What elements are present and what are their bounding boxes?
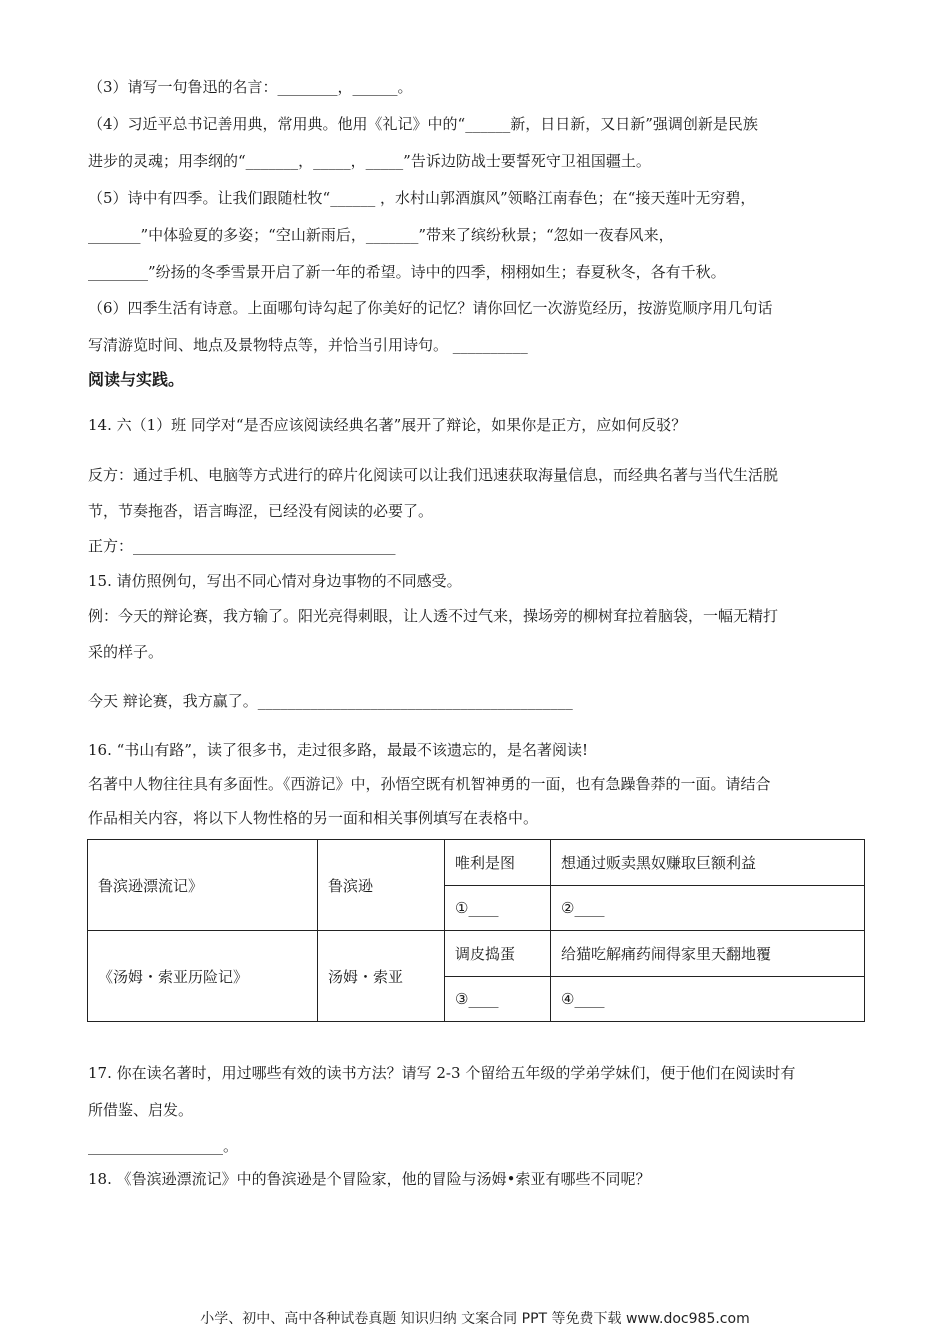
question-14-opponent-line-2: 节，节奏拖沓，语言晦涩，已经没有阅读的必要了。 xyxy=(88,502,434,520)
question-18-prompt: 18. 《鲁滨逊漂流记》中的鲁滨逊是个冒险家，他的冒险与汤姆•索亚有哪些不同呢？ xyxy=(88,1170,651,1188)
table-cell-blank-example: ④____ xyxy=(551,976,865,1022)
question-13-part-6-line-2: 写清游览时间、地点及景物特点等，并恰当引用诗句。 __________ xyxy=(88,336,528,354)
page-footer: 小学、初中、高中各种试卷真题 知识归纳 文案合同 PPT 等免费下载 www.doc985.com xyxy=(200,1311,750,1327)
table-cell-trait: 调皮捣蛋 xyxy=(445,931,551,977)
question-14-opponent-line-1: 反方：通过手机、电脑等方式进行的碎片化阅读可以让我们迅速获取海量信息，而经典名著与当代生活脱 xyxy=(88,466,779,484)
question-13-part-5-line-2: _______”中体验夏的多姿；“空山新雨后，_______”带来了缤纷秋景；“忽如一夜春风来， xyxy=(88,226,674,244)
question-13-part-5-line-3: ________”纷扬的冬季雪景开启了新一年的希望。诗中的四季，栩栩如生；春夏秋冬，各有千秋。 xyxy=(88,263,726,281)
table-cell-blank-trait: ③____ xyxy=(445,976,551,1022)
section-heading: 阅读与实践。 xyxy=(88,370,185,389)
table-row xyxy=(88,931,865,977)
question-15-example-line-2: 采的样子。 xyxy=(88,643,164,661)
table-cell-example: 想通过贩卖黑奴赚取巨额利益 xyxy=(551,840,865,886)
question-17-line-1: 17. 你在读名著时，用过哪些有效的读书方法？请写 2-3 个留给五年级的学弟学妹们，便于他们在阅读时有 xyxy=(88,1064,796,1082)
question-15-prompt: 15. 请仿照例句，写出不同心情对身边事物的不同感受。 xyxy=(88,572,462,590)
question-13-part-3: （3）请写一句鲁迅的名言：________，______。 xyxy=(88,78,413,96)
question-17-answer-line: __________________。 xyxy=(88,1137,239,1155)
table-cell-character: 汤姆・索亚 xyxy=(318,931,445,1022)
table-cell-blank-trait: ①____ xyxy=(445,885,551,931)
question-16-line-2: 名著中人物往往具有多面性。《西游记》中，孙悟空既有机智神勇的一面，也有急躁鲁莽的一面。请结合 xyxy=(88,775,771,793)
question-16-line-1: 16. “书山有路”，读了很多书，走过很多路，最最不该遗忘的，是名著阅读! xyxy=(88,741,588,759)
table-cell-book: 鲁滨逊漂流记》 xyxy=(88,840,318,931)
table-cell-example: 给猫吃解痛药闹得家里天翻地覆 xyxy=(551,931,865,977)
table-cell-blank-example: ②____ xyxy=(551,885,865,931)
table-cell-character: 鲁滨逊 xyxy=(318,840,445,931)
character-table xyxy=(87,839,865,1022)
question-15-answer-line: 今天 辩论赛，我方赢了。__________________________________________ xyxy=(88,692,573,710)
question-14-answer-line: 正方：___________________________________ xyxy=(88,537,396,555)
question-17-line-2: 所借鉴、启发。 xyxy=(88,1101,194,1119)
question-14-prompt: 14. 六（1）班 同学对“是否应该阅读经典名著”展开了辩论，如果你是正方，应如何反驳？ xyxy=(88,416,687,434)
table-cell-book: 《汤姆・索亚历险记》 xyxy=(88,931,318,1022)
question-15-example-line-1: 例：今天的辩论赛，我方输了。阳光亮得刺眼，让人透不过气来，操场旁的柳树耷拉着脑袋，一幅无精打 xyxy=(88,607,779,625)
table-cell-trait: 唯利是图 xyxy=(445,840,551,886)
question-16-line-3: 作品相关内容，将以下人物性格的另一面和相关事例填写在表格中。 xyxy=(88,809,539,827)
question-13-part-5-line-1: （5）诗中有四季。让我们跟随杜牧“______ ，水村山郭酒旗风”领略江南春色；在“接天莲叶无穷碧， xyxy=(88,189,756,207)
question-13-part-6-line-1: （6）四季生活有诗意。上面哪句诗勾起了你美好的记忆？请你回忆一次游览经历，按游览顺序用几句话 xyxy=(88,299,773,317)
table-row xyxy=(88,840,865,886)
question-13-part-4-line-2: 进步的灵魂；用李纲的“_______，_____，_____”告诉边防战士要誓死守卫祖国疆土。 xyxy=(88,152,651,170)
question-13-part-4-line-1: （4）习近平总书记善用典，常用典。他用《礼记》中的“______新，日日新，又日新”强调创新是民族 xyxy=(88,115,758,133)
